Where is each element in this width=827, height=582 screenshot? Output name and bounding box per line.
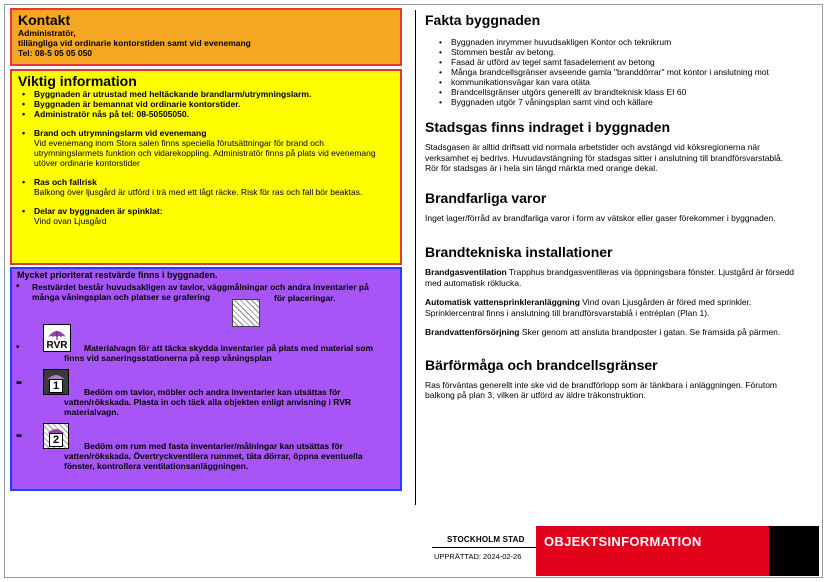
city-gas-line: Rör för stadsgas är i hela sin längd märkta med orange dekal. [425,163,658,173]
alarm-section [18,128,394,168]
city-gas-title: Stadsgas finns indraget i byggnaden [425,119,671,135]
load-bearing-line: balkong på plan 3, vilken är utförd av äldre träkonstruktion. [425,390,646,400]
salvage-item-4 [32,441,402,471]
salvage-item-3-line: Bedöm om tavlor, möbler och andra inventarier kan utsättas för [84,387,341,397]
facts-item: • Byggnaden utgör 7 våningsplan samt vind och källare [439,97,820,107]
fall-risk-text: Balkong över ljusgård är utförd i trä med ett lågt räcke. Risk för ras och fall bör beaktas. [34,187,363,197]
facts-title: Fakta byggnaden [425,12,541,28]
smoke-ventilation-line: Trapphus brandgasventileras via öppningsbara fönster. Ljustgård är försedd [506,267,795,277]
flammable-goods-text: Inget lager/förråd av brandfarliga varor i form av vätskor eller gaser förekommer i byggnaden. [425,212,776,223]
salvage-priority-box [10,267,402,491]
column-divider [415,10,416,505]
fire-installations-title: Brandtekniska installationer [425,244,613,260]
facts-item: • Många brandcellsgränser avseende gamla "branddörrar" mot kontor i anslutning mot [439,67,820,77]
city-gas-line: Stadsgasen är alltid driftsatt vid normala arbetstider och avstängd vid köksregionerna när [425,142,760,152]
hatch-legend-icon [232,299,260,327]
document-type-label: OBJEKTSINFORMATION [544,534,702,549]
salvage-item-4-line: Bedöm om rum med fasta inventarier/målningar kan utsättas för [84,441,343,451]
double-bullet-marker: •• [16,431,22,442]
sprinkler-system-line: Vind ovan Ljusgården är föred med sprinkler. [579,297,752,307]
salvage-item-3-line: vatten/rökskada. Plasta in och täck alla objekten enligt anvisning i RVR [64,397,352,407]
alarm-text: Vid evenemang inom Stora salen finns speciella förutsättningar för brand och utrymningslarmets funktion och vidarekoppling. Administratör finns på plats vid evenemang utöver ordinarie kontorstider [34,138,376,168]
important-bullet: • Byggnaden är bemannat vid ordinarie kontorstider. [18,99,394,109]
double-bullet-marker: •• [16,378,22,389]
salvage-item-1-line: för placeringar. [274,293,336,303]
facts-item: • Brandcellsgränser utgörs generellt av brandteknisk klass EI 60 [439,87,820,97]
salvage-item-1-line: många våningsplan och platser se grafering [32,292,211,302]
salvage-level-2-label: 2 [49,433,63,447]
sprinkler-section [18,206,394,226]
fall-risk-heading: • Ras och fallrisk [18,177,394,187]
fall-risk-section [18,177,394,197]
contact-availability: tillängliga vid ordinarie kontorstiden samt vid evenemang [18,38,251,48]
city-gas-line: verksamhet ej bedrivs. Huvudavstängning för stadsgas sitter i anslutning till brandförsvarstablå. [425,152,784,163]
city-gas-text [425,142,820,174]
smoke-ventilation-label: Brandgasventilation [425,267,507,277]
sprinkler-text: Vind ovan Ljusgård [34,216,107,226]
salvage-item-2 [32,343,402,363]
right-column [425,12,820,401]
salvage-item-2-line: Materialvagn för att täcka skydda inventarier på plats med material som [84,343,374,353]
facts-item-continued-text: kommunikationsvägar kan vara otäta [451,77,590,87]
salvage-item-2-line: finns vid saneringsstationerna på resp våningsplan [64,353,272,363]
smoke-ventilation-line: med automatisk röklucka. [425,277,522,288]
created-date: UPPRÄTTAD: 2024-02-26 [434,552,522,561]
rvr-label: RVR [44,340,70,351]
load-bearing-line: Ras förväntas generellt inte ske vid de brandförlopp som är tänkbara i anläggningen. Förutom [425,379,778,390]
sprinkler-system-text [425,297,820,318]
important-bullet: • Administratör nås på tel: 08-50505050. [18,109,394,119]
organization-name: STOCKHOLM STAD [447,535,525,544]
contact-role: Administratör, [18,28,76,38]
fire-water-line: Sker genom att ansluta brandposter i gatan. Se framsida på pärmen. [519,327,781,337]
important-info-title: Viktig information [18,73,137,89]
salvage-level-1-label: 1 [49,379,63,393]
sprinkler-system-line: Sprinklercentral finns i anslutning till brandförsvarstablå i entréplan (Plan 1). [425,307,710,318]
salvage-item-1 [32,282,392,302]
contact-phone: Tel: 08-5 05 05 050 [18,48,93,58]
important-bullet: • Byggnaden är utrustad med heltäckande brandlarm/utrymningslarm. [18,89,394,99]
salvage-item-4-line: vatten/rökskada. Övertryckventilera rummet, täta dörrar, öppna eventuella [64,451,363,461]
salvage-item-3 [32,387,402,417]
smoke-ventilation-text [425,267,820,288]
alarm-heading: • Brand och utrymningslarm vid evenemang [18,128,394,138]
contact-title: Kontakt [18,12,71,28]
salvage-item-3-line: materialvagn. [64,407,119,417]
salvage-item-1-line: Restvärdet består huvudsakligen av tavlor, väggmålningar och andra inventarier på [32,282,369,292]
load-bearing-title: Bärförmåga och brandcellsgränser [425,356,658,373]
footer-rule [432,547,536,548]
facts-item-continued [439,77,820,87]
facts-item: • Byggnaden inrymmer huvudsakligen Kontor och teknikrum [439,37,820,47]
sprinkler-heading: • Delar av byggnaden är spinklat: [18,206,394,216]
facts-item: • Fasad är utförd av tegel samt fasadelement av betong [439,57,820,67]
fire-water-text [425,327,820,338]
sprinkler-system-label: Automatisk vattensprinkleranläggning [425,297,580,307]
flammable-goods-title: Brandfarliga varor [425,189,547,206]
important-info-box [10,69,402,265]
load-bearing-text [425,380,820,401]
fire-water-label: Brandvattenförsörjning [425,327,520,337]
bullet-marker: • [16,281,20,292]
salvage-title: Mycket prioriterat restvärde finns i byggnaden. [17,270,218,280]
facts-item: • Stommen består av betong. [439,47,820,57]
contact-box [10,8,402,66]
facts-list [439,37,820,107]
salvage-item-4-line: fönster, kontrollera ventilationsanläggningen. [64,461,249,471]
logo-block [769,526,819,576]
bullet-marker: • [16,342,20,353]
document-type-banner [536,526,769,576]
